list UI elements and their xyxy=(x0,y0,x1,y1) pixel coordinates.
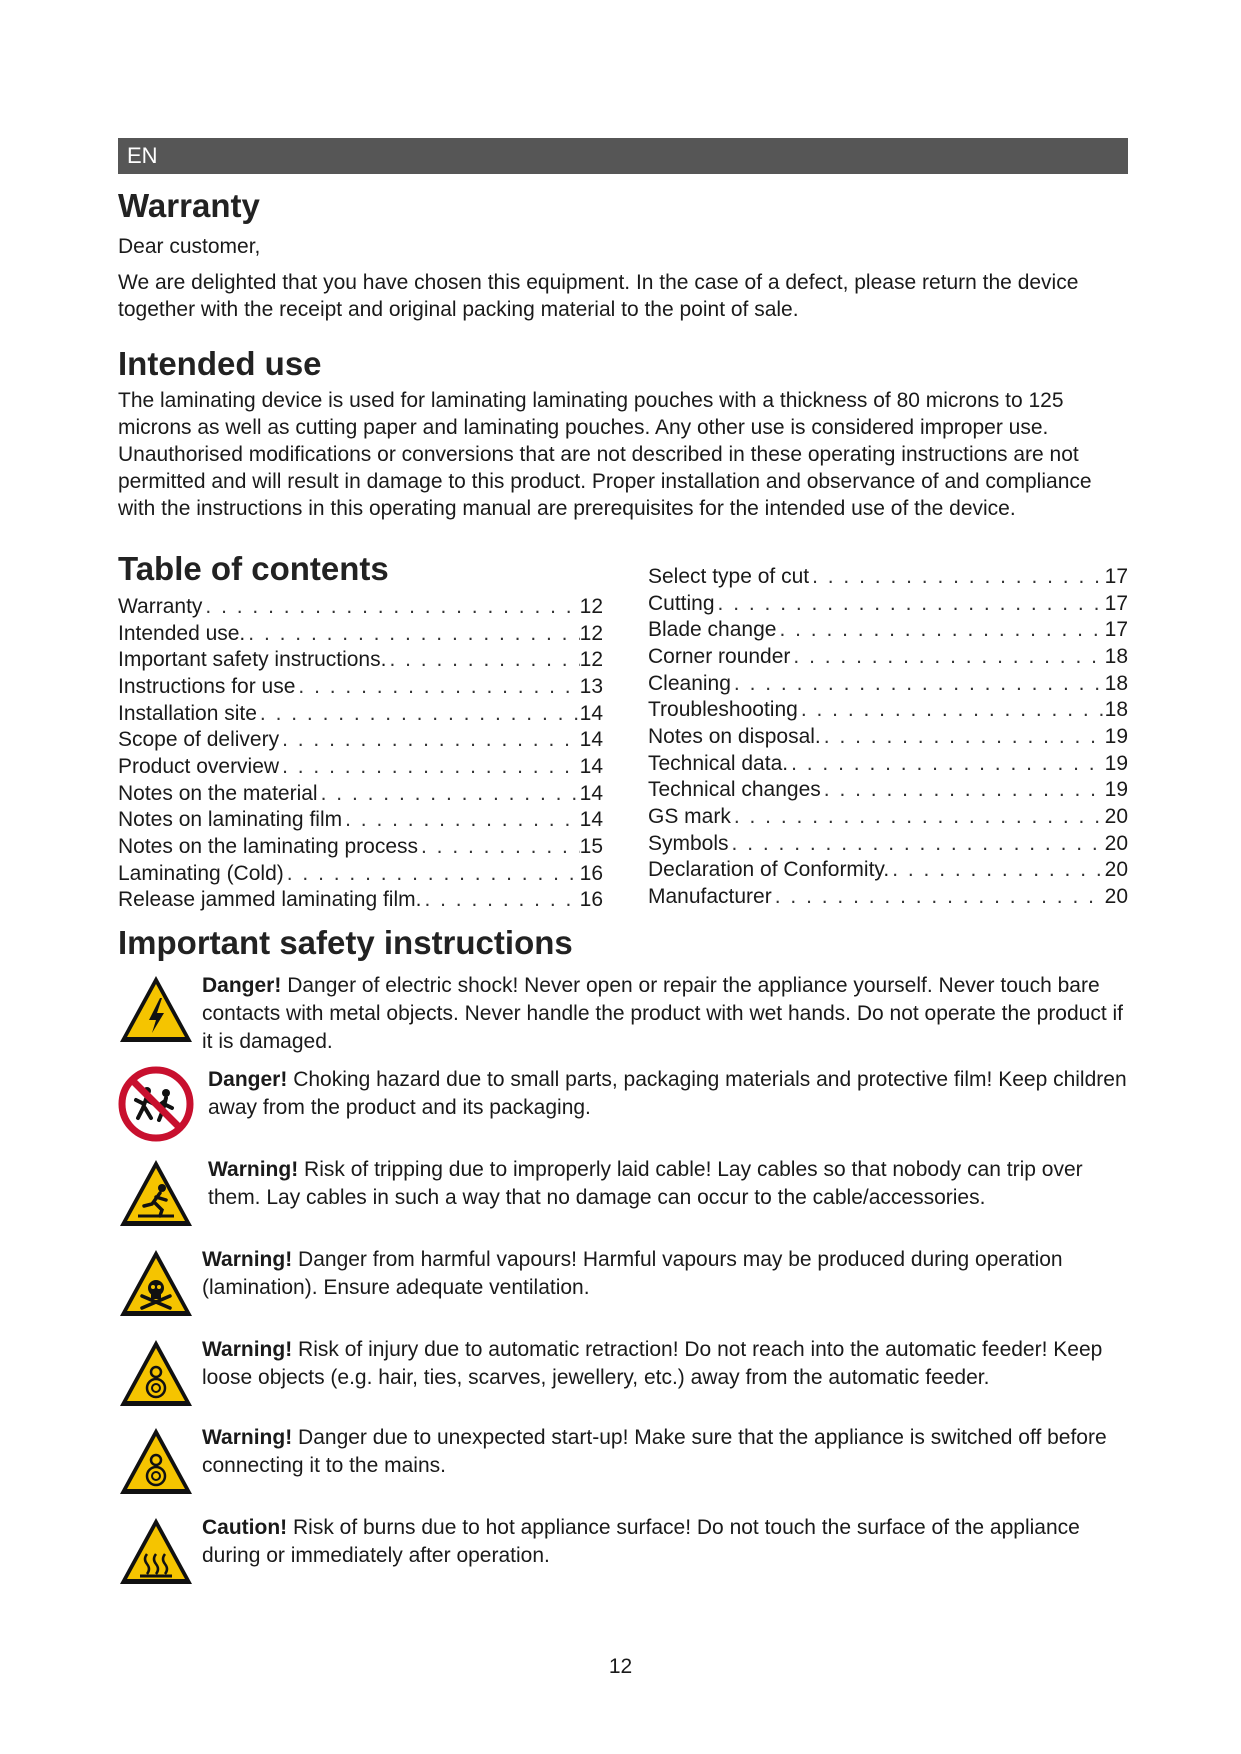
toc-entry[interactable] xyxy=(118,834,603,861)
toc-entry-page: 14 xyxy=(579,701,603,725)
safety-item xyxy=(118,1244,1128,1324)
toc-entry[interactable] xyxy=(118,701,603,728)
toc-entry-title: Laminating (Cold) xyxy=(118,861,284,885)
toc-entry[interactable] xyxy=(648,671,1128,698)
toc-right-column xyxy=(648,564,1128,911)
toc-leader-dots xyxy=(889,857,1104,884)
toc-right-list xyxy=(648,564,1128,911)
toc-entry-page: 17 xyxy=(1104,618,1128,642)
safety-description: Danger of electric shock! Never open or repair the appliance yourself. Never touch bare contacts with metal objects. Never handle the product with wet hands. Do not operate the product if it is damaged. xyxy=(202,973,1124,1053)
toc-entry-title: GS mark xyxy=(648,805,731,829)
intended-use-heading: Intended use xyxy=(118,344,322,382)
safety-item-text xyxy=(196,1422,1128,1480)
safety-list xyxy=(118,970,1128,1592)
toc-entry-page: 20 xyxy=(1104,831,1128,855)
toc-entry[interactable] xyxy=(648,644,1128,671)
toc-leader-dots xyxy=(257,701,580,728)
toc-entry-title: Important safety instructions. xyxy=(118,648,387,672)
toc-entry-title: Technical data. xyxy=(648,751,789,775)
toc-leader-dots xyxy=(731,804,1105,831)
warranty-heading: Warranty xyxy=(118,187,260,224)
toc-entry[interactable] xyxy=(118,781,603,808)
safety-signal-word: Warning! xyxy=(202,1247,293,1271)
safety-description: Choking hazard due to small parts, packaging materials and protective film! Keep children away from the product and its packaging. xyxy=(208,1067,1127,1119)
toc-entry[interactable] xyxy=(118,647,603,674)
toc-leader-dots xyxy=(821,724,1105,751)
toc-entry-title: Symbols xyxy=(648,831,729,855)
toc-leader-dots xyxy=(729,831,1105,858)
toc-left-list xyxy=(118,594,603,914)
toc-leader-dots xyxy=(421,887,579,914)
safety-item xyxy=(118,1512,1128,1592)
toc-entry[interactable] xyxy=(648,804,1128,831)
electric-shock-warning-icon xyxy=(116,970,196,1050)
toc-entry-page: 14 xyxy=(579,754,603,778)
toc-entry[interactable] xyxy=(648,564,1128,591)
toc-entry-page: 12 xyxy=(579,621,603,645)
table-of-contents xyxy=(118,550,1128,922)
warranty-greeting: Dear customer, xyxy=(118,234,261,258)
toc-entry-page: 14 xyxy=(579,781,603,805)
safety-item xyxy=(118,1334,1128,1414)
toc-entry-page: 15 xyxy=(579,835,603,858)
toc-leader-dots xyxy=(318,781,580,808)
safety-item-text xyxy=(196,1244,1128,1302)
toc-entry-title: Warranty xyxy=(118,594,203,618)
toc-entry-page: 17 xyxy=(1104,564,1128,588)
toc-leader-dots xyxy=(731,671,1105,698)
tripping-hazard-icon xyxy=(116,1154,196,1234)
toc-entry-title: Notes on disposal. xyxy=(648,725,821,748)
toc-entry-title: Notes on the laminating process xyxy=(118,835,418,858)
toc-leader-dots xyxy=(809,564,1105,591)
toc-leader-dots xyxy=(418,834,580,861)
toc-entry[interactable] xyxy=(118,807,603,834)
safety-description: Risk of burns due to hot appliance surface! Do not touch the surface of the appliance during or immediately after operation. xyxy=(202,1515,1080,1567)
toc-entry[interactable] xyxy=(648,591,1128,618)
toc-entry-title: Notes on the material xyxy=(118,781,318,805)
toc-leader-dots xyxy=(245,621,579,648)
toc-entry[interactable] xyxy=(648,617,1128,644)
toc-entry-page: 12 xyxy=(579,594,603,618)
toc-entry-title: Declaration of Conformity. xyxy=(648,858,890,882)
safety-signal-word: Warning! xyxy=(208,1157,299,1181)
page-number: 12 xyxy=(608,1655,633,1678)
safety-item xyxy=(118,970,1128,1056)
toc-leader-dots xyxy=(821,777,1105,804)
safety-item-text xyxy=(196,1334,1128,1392)
toc-leader-dots xyxy=(284,861,580,888)
warranty-body: We are delighted that you have chosen this equipment. In the case of a defect, please return the device together with the receipt and original packing material to the point of sale. xyxy=(118,270,1079,321)
safety-item xyxy=(118,1064,1128,1144)
language-tag: EN xyxy=(118,138,1128,174)
toc-entry-page: 18 xyxy=(1104,671,1128,695)
automatic-retraction-icon xyxy=(116,1334,196,1414)
toc-entry[interactable] xyxy=(118,887,603,914)
toc-entry-title: Release jammed laminating film. xyxy=(118,888,422,912)
safety-section xyxy=(118,924,1128,1592)
toc-entry[interactable] xyxy=(118,674,603,701)
toc-leader-dots xyxy=(798,697,1105,724)
toc-leader-dots xyxy=(788,751,1105,778)
toc-entry-title: Manufacturer xyxy=(648,885,772,909)
intended-use-section xyxy=(118,345,1128,522)
toc-entry-page: 16 xyxy=(579,861,603,885)
toc-leader-dots xyxy=(202,594,579,621)
toc-entry-page: 20 xyxy=(1104,885,1128,909)
toc-entry-page: 13 xyxy=(579,674,603,698)
toc-entry[interactable] xyxy=(118,861,603,888)
toc-entry-title: Intended use. xyxy=(118,621,246,645)
toc-entry-page: 12 xyxy=(579,648,603,672)
safety-description: Risk of tripping due to improperly laid cable! Lay cables so that nobody can trip over them. Lay cables in such a way that no damage can occur to the cable/accessories. xyxy=(208,1157,1083,1209)
warranty-section xyxy=(118,187,1128,323)
toc-entry[interactable] xyxy=(648,857,1128,884)
toc-leader-dots xyxy=(295,674,579,701)
toc-leader-dots xyxy=(776,617,1104,644)
safety-item xyxy=(118,1154,1128,1234)
safety-item-text xyxy=(196,970,1128,1056)
toc-entry-page: 19 xyxy=(1104,778,1128,802)
safety-signal-word: Danger! xyxy=(202,973,282,997)
intended-use-body: The laminating device is used for laminating laminating pouches with a thickness of 80 microns to 125 microns as well as cutting paper and laminating pouches. Any other use is considered improper use. Unauthorised modifications or conversions that are not described in these operating instructions are not permitted and will result in damage to this product. Proper installation and observance of and compliance with the instructions in this operating manual are prerequisites for the intended use of the device. xyxy=(118,388,1092,520)
safety-description: Risk of injury due to automatic retraction! Do not reach into the automatic feeder! Keep loose objects (e.g. hair, ties, scarves, jewellery, etc.) away from the automatic feeder. xyxy=(202,1337,1103,1389)
toc-heading: Table of contents xyxy=(118,549,389,587)
toc-entry-page: 16 xyxy=(579,888,603,912)
toc-leader-dots xyxy=(342,807,580,834)
toc-entry[interactable] xyxy=(118,727,603,754)
toc-entry-page: 20 xyxy=(1104,858,1128,882)
toc-leader-dots xyxy=(279,754,580,781)
toc-entry-page: 14 xyxy=(579,808,603,832)
safety-signal-word: Danger! xyxy=(208,1067,288,1091)
toc-entry[interactable] xyxy=(648,831,1128,858)
toc-entry-title: Corner rounder xyxy=(648,644,791,668)
toc-entry-title: Troubleshooting xyxy=(648,698,798,722)
safety-description: Danger due to unexpected start-up! Make sure that the appliance is switched off before connecting it to the mains. xyxy=(202,1425,1107,1477)
toc-entry[interactable] xyxy=(648,751,1128,778)
toc-leader-dots xyxy=(790,644,1104,671)
toc-entry-page: 20 xyxy=(1104,805,1128,829)
safety-signal-word: Warning! xyxy=(202,1337,293,1361)
toc-entry-title: Cutting xyxy=(648,591,715,615)
safety-item-text xyxy=(196,1064,1128,1122)
safety-signal-word: Warning! xyxy=(202,1425,293,1449)
toc-entry[interactable] xyxy=(648,697,1128,724)
toc-entry[interactable] xyxy=(648,777,1128,804)
toc-entry-title: Cleaning xyxy=(648,671,731,695)
toxic-vapour-icon xyxy=(116,1244,196,1324)
toc-entry[interactable] xyxy=(118,594,603,621)
toc-entry-page: 18 xyxy=(1104,644,1128,668)
toc-entry-title: Select type of cut xyxy=(648,564,810,588)
manual-page xyxy=(118,138,1128,1592)
unexpected-startup-icon xyxy=(116,1422,196,1502)
no-children-icon xyxy=(116,1064,196,1144)
toc-entry-title: Scope of delivery xyxy=(118,728,280,752)
toc-entry-title: Blade change xyxy=(648,618,777,642)
safety-item-text xyxy=(196,1512,1128,1570)
toc-entry[interactable] xyxy=(648,724,1128,751)
toc-entry-page: 18 xyxy=(1104,698,1128,722)
safety-signal-word: Caution! xyxy=(202,1515,288,1539)
toc-entry[interactable] xyxy=(118,621,603,648)
toc-leader-dots xyxy=(279,727,580,754)
toc-entry-page: 17 xyxy=(1104,591,1128,615)
safety-description: Danger from harmful vapours! Harmful vapours may be produced during operation (lamination). Ensure adequate ventilation. xyxy=(202,1247,1063,1299)
toc-entry[interactable] xyxy=(648,884,1128,911)
toc-entry[interactable] xyxy=(118,754,603,781)
safety-item xyxy=(118,1422,1128,1502)
toc-leader-dots xyxy=(772,884,1105,911)
hot-surface-icon xyxy=(116,1512,196,1592)
safety-heading: Important safety instructions xyxy=(118,923,573,961)
toc-entry-page: 14 xyxy=(579,728,603,752)
toc-entry-page: 19 xyxy=(1104,725,1128,748)
toc-entry-title: Product overview xyxy=(118,754,280,778)
toc-entry-title: Notes on laminating film xyxy=(118,808,343,832)
safety-item-text xyxy=(196,1154,1128,1212)
toc-leader-dots xyxy=(386,647,579,674)
toc-entry-title: Installation site xyxy=(118,701,257,725)
toc-entry-title: Instructions for use xyxy=(118,674,296,698)
toc-left-column xyxy=(118,550,603,914)
toc-entry-title: Technical changes xyxy=(648,778,821,802)
toc-entry-page: 19 xyxy=(1104,751,1128,775)
toc-leader-dots xyxy=(715,591,1105,618)
